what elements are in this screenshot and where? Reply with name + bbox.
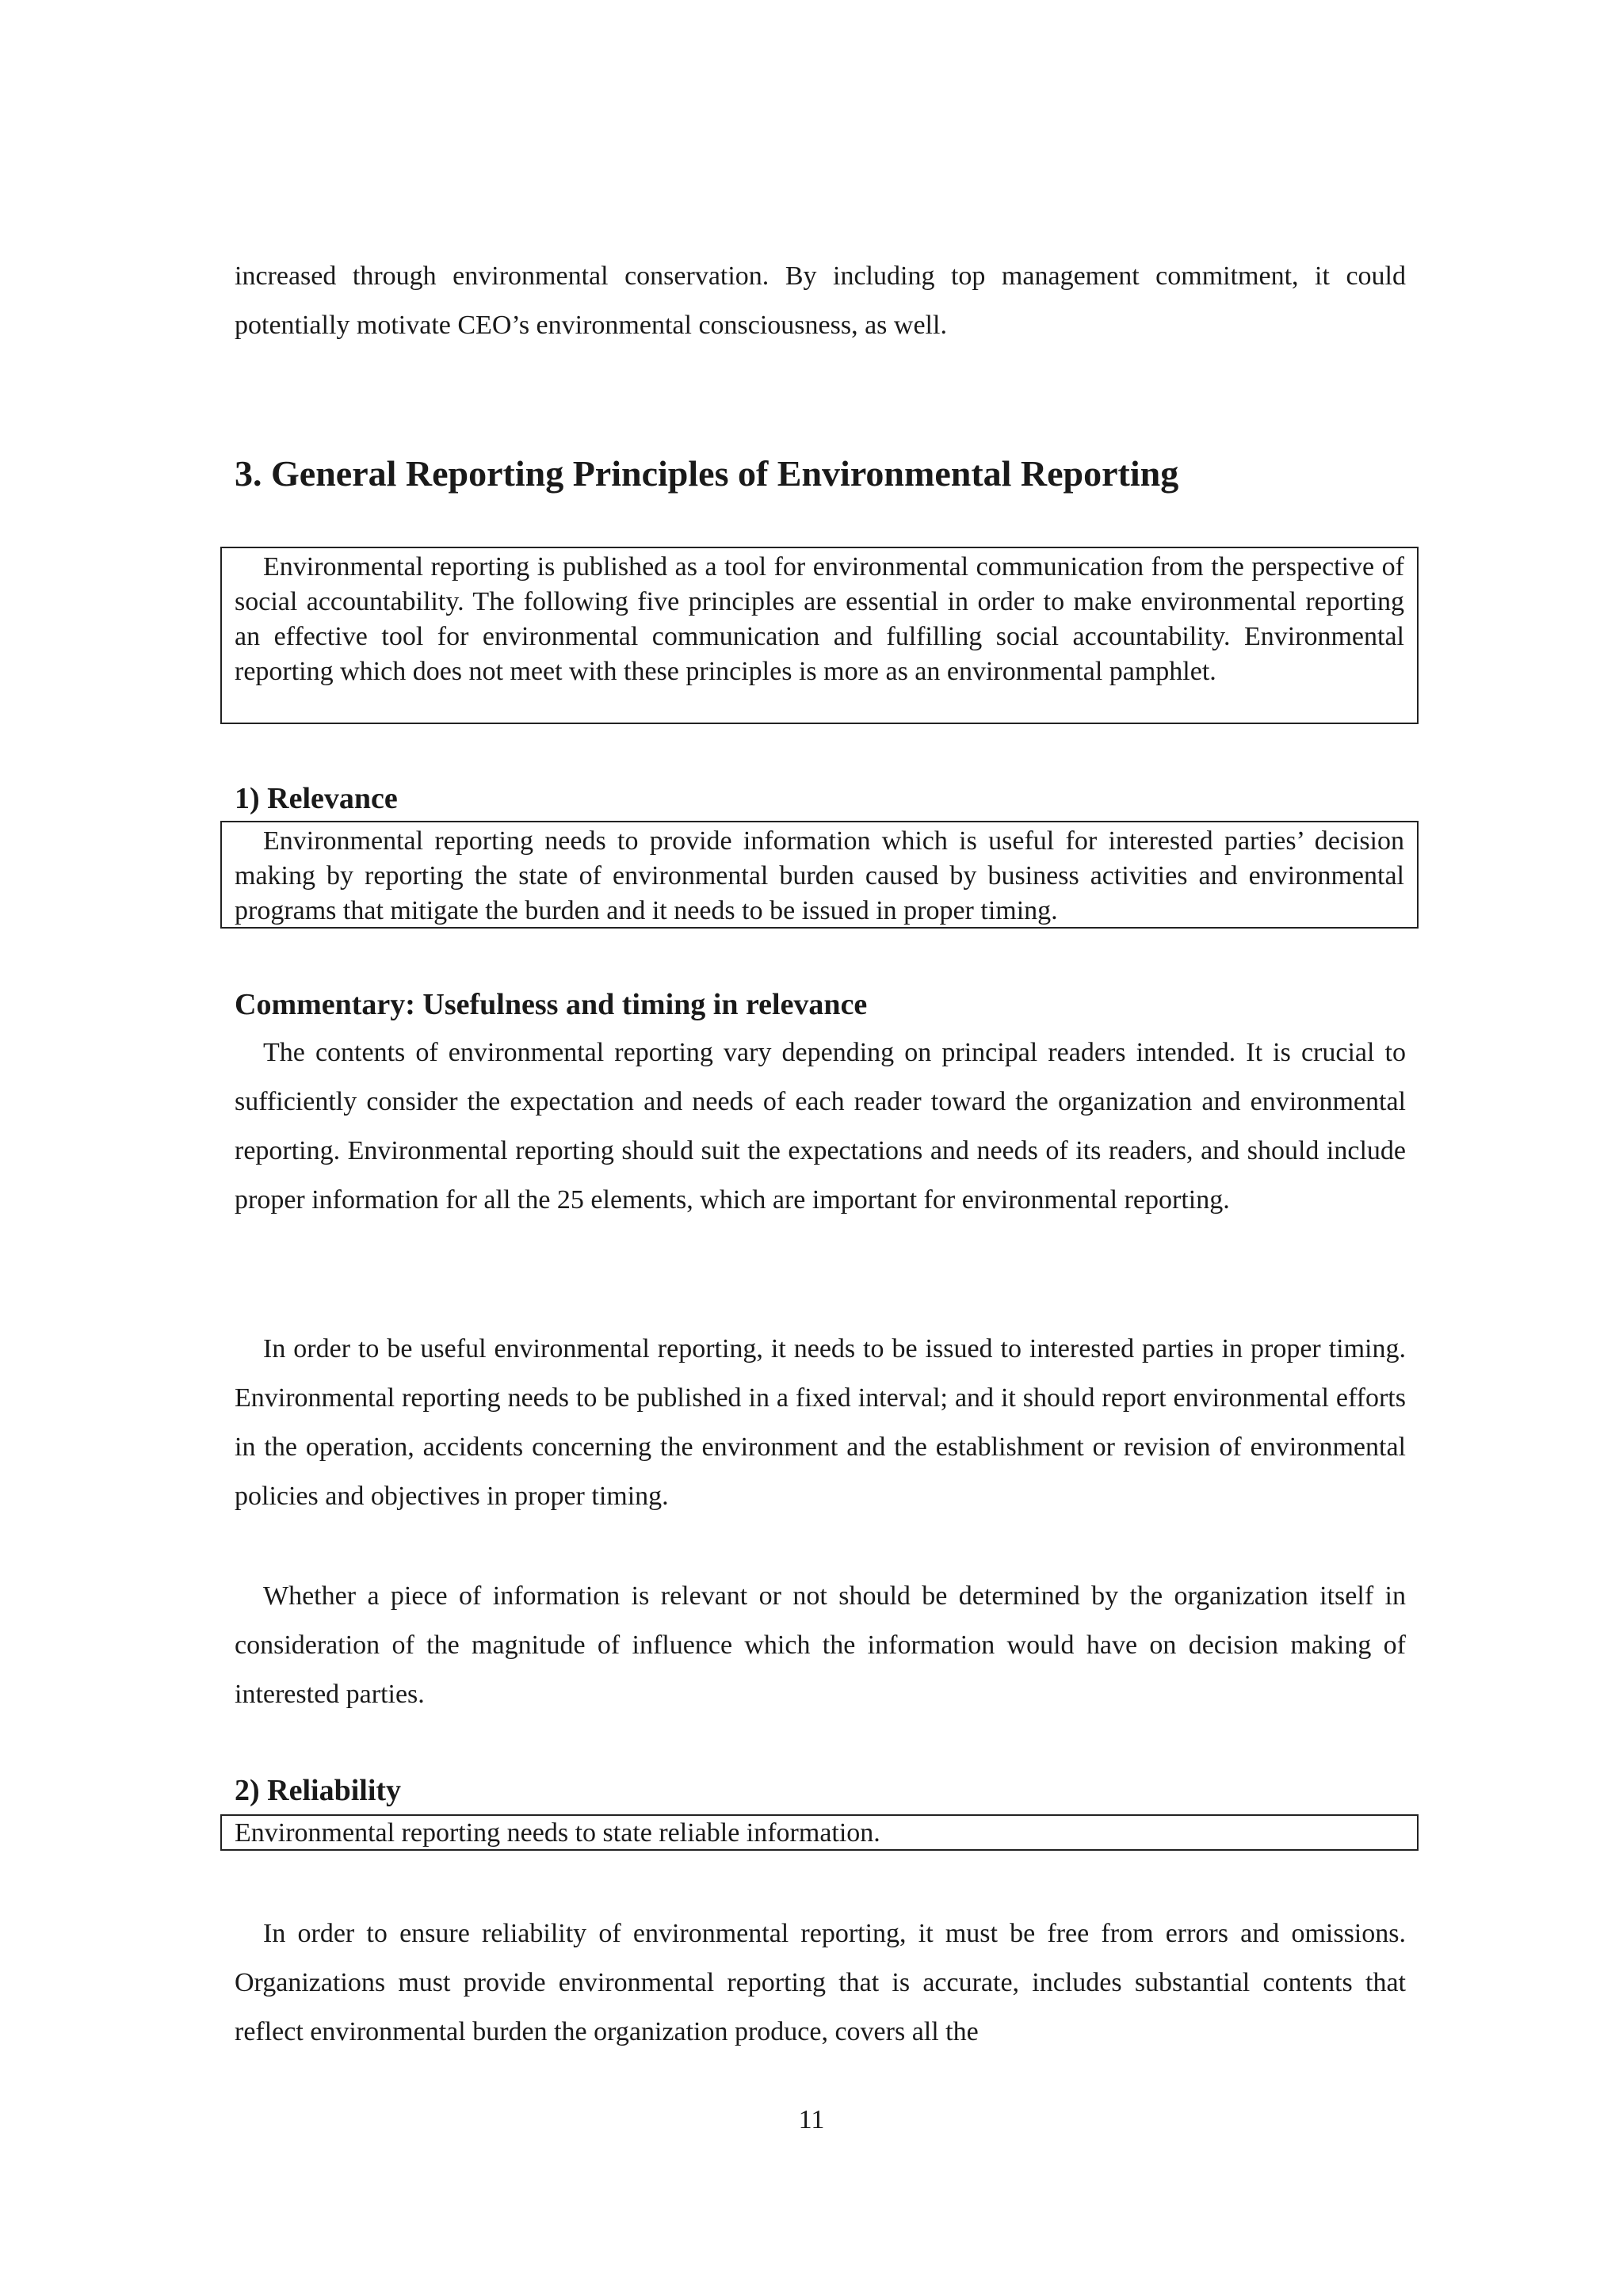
intro-paragraph-block — [235, 252, 1406, 350]
section-3-heading-block — [235, 450, 1406, 498]
commentary-paragraph: The contents of environmental reporting vary depending on principal readers intended. It is crucial to sufficiently consider the expectation and needs of each reader toward the organization and environmental reporting. Environmental reporting should suit the expectations and needs of its readers, and should include proper information for all the 25 elements, which are important for environmental reporting. — [235, 1038, 1406, 1215]
commentary-paragraph-3-block — [235, 1572, 1406, 1719]
reliability-definition-box — [220, 1814, 1419, 1851]
commentary-paragraph: Whether a piece of information is relevant or not should be determined by the organization itself in consideration of the magnitude of influence which the information would have on decision making of interested parties. — [235, 1581, 1406, 1709]
reliability-definition-text: Environmental reporting needs to state reliable information. — [235, 1818, 880, 1848]
reliability-heading-block — [235, 1772, 1406, 1810]
principles-summary-text: Environmental reporting is published as a tool for environmental communication from the perspective of social accountability. The following five principles are essential in order to make environmental reporting an effective tool for environmental communication and fulfilling social accountability. Environmental reporting which does not meet with these principles is more as an environmental pamphlet. — [235, 552, 1404, 686]
commentary-paragraph-2-block — [235, 1325, 1406, 1521]
reliability-paragraph-block — [235, 1909, 1406, 2057]
relevance-heading-block — [235, 780, 1406, 818]
commentary-heading-block — [235, 986, 1406, 1024]
reliability-heading: 2) Reliability — [235, 1774, 402, 1807]
principles-summary-box — [220, 547, 1419, 724]
relevance-heading: 1) Relevance — [235, 782, 398, 815]
commentary-paragraph: In order to be useful environmental reporting, it needs to be issued to interested parties in proper timing. Environmental reporting needs to be published in a fixed interval; and it should report environmental efforts in the operation, accidents concerning the environment and the establishment or revision of environmental policies and objectives in proper timing. — [235, 1334, 1406, 1511]
section-heading: 3. General Reporting Principles of Environmental Reporting — [235, 453, 1179, 494]
intro-paragraph: increased through environmental conservation. By including top management commitment, it could potentially motivate CEO’s environmental consciousness, as well. — [235, 261, 1406, 340]
reliability-paragraph: In order to ensure reliability of environmental reporting, it must be free from errors and omissions. Organizations must provide environmental reporting that is accurate, includes substantial contents that reflect environmental burden the organization produce, covers all the — [235, 1919, 1406, 2046]
relevance-definition-text: Environmental reporting needs to provide information which is useful for interested parties’ decision making by reporting the state of environmental burden caused by business activities and environmental programs that mitigate the burden and it needs to be issued in proper timing. — [235, 826, 1404, 925]
page-number: 11 — [798, 2105, 825, 2134]
relevance-definition-box — [220, 821, 1419, 929]
commentary-heading: Commentary: Usefulness and timing in relevance — [235, 988, 868, 1021]
commentary-paragraph-1-block — [235, 1028, 1406, 1225]
